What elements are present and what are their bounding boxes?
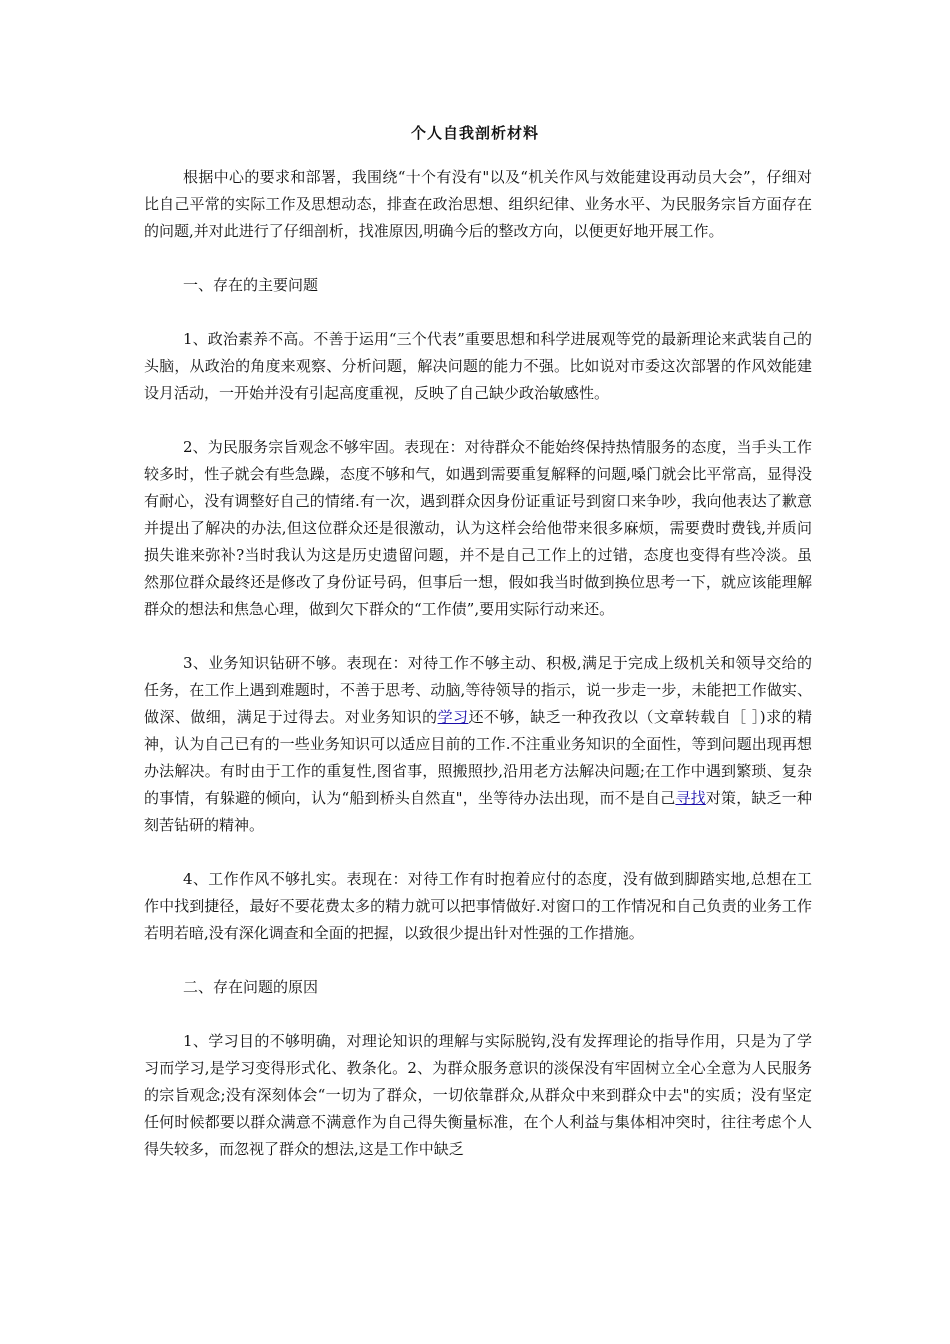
problem-3-paragraph <box>144 650 812 839</box>
problem-3-text-a: 3、业务知识钻研不够。表现在：对待工作不够主动、积极,满足于完成上级机关和领导交给的任务，在工作上遇到难题时，不善于思考、动脑,等待领导的指示，说一步走一步，未能把工作做实、做深、做细，满足于过得去。对业务知识的 <box>144 654 812 726</box>
problem-1-paragraph: 1、政治素养不高。不善于运用“三个代表”重要思想和科学进展观等党的最新理论来武装自己的头脑，从政治的角度来观察、分析问题，解决问题的能力不强。比如说对市委这次部署的作风效能建设月活动，一开始并没有引起高度重视，反映了自己缺少政治敏感性。 <box>144 330 812 402</box>
section-1-heading: 一、存在的主要问题 <box>183 276 319 294</box>
document-title: 个人自我剖析材料 <box>410 124 539 142</box>
problem-3-text-b: 还不够，缺乏一种孜孜以（文章转载自［ ］)求的精神，认为自己已有的一些业务知识可以适应目前的工作.不注重业务知识的全面性，等到问题出现再想办法解决。有时由于工作的重复性,图省事，照搬照抄,沿用老方法解决问题;在工作中遇到繁琐、复杂的事情，有躲避的倾向，认为“船到桥头自然直"，坐等待办法出现，而不是自己 <box>144 708 812 807</box>
problem-4-paragraph: 4、工作作风不够扎实。表现在：对待工作有时抱着应付的态度，没有做到脚踏实地,总想在工作中找到捷径，最好不要花费太多的精力就可以把事情做好.对窗口的工作情况和自己负责的业务工作若明若暗,没有深化调查和全面的把握，以致很少提出针对性强的工作措施。 <box>144 870 812 942</box>
intro-paragraph: 根据中心的要求和部署，我围绕“十个有没有"以及“机关作风与效能建设再动员大会”，仔细对比自己平常的实际工作及思想动态，排查在政治思想、组织纪律、业务水平、为民服务宗旨方面存在的问题,并对此进行了仔细剖析，找准原因,明确今后的整改方向，以便更好地开展工作。 <box>144 168 812 240</box>
document-body <box>144 164 812 1190</box>
problem-2-paragraph: 2、为民服务宗旨观念不够牢固。表现在：对待群众不能始终保持热情服务的态度，当手头工作较多时，性子就会有些急躁，态度不够和气，如遇到需要重复解释的问题,嗓门就会比平常高，显得没有耐心，没有调整好自己的情绪.有一次，遇到群众因身份证重证号到窗口来争吵，我向他表达了歉意并提出了解决的办法,但这位群众还是很激动，认为这样会给他带来很多麻烦，需要费时费钱,并质问损失谁来弥补?当时我认为这是历史遗留问题，并不是自己工作上的过错，态度也变得有些冷淡。虽然那位群众最终还是修改了身份证号码，但事后一想，假如我当时做到换位思考一下，就应该能理解群众的想法和焦急心理，做到欠下群众的“工作债”,要用实际行动来还。 <box>144 438 812 618</box>
problem-3-text-c: 对策，缺乏一种刻苦钻研的精神。 <box>144 789 812 834</box>
study-link[interactable]: 学习 <box>437 708 469 726</box>
section-2-heading: 二、存在问题的原因 <box>183 978 319 996</box>
cause-paragraph: 1、学习目的不够明确，对理论知识的理解与实际脱钩,没有发挥理论的指导作用，只是为了学习而学习,是学习变得形式化、教条化。2、为群众服务意识的淡保没有牢固树立全心全意为人民服务的宗旨观念;没有深刻体会“一切为了群众，一切依靠群众,从群众中来到群众中去"的实质；没有坚定任何时候都要以群众满意不满意作为自己得失衡量标准，在个人利益与集体相冲突时，往往考虑个人得失较多，而忽视了群众的想法,这是工作中缺乏 <box>144 1032 812 1158</box>
search-link[interactable]: 寻找 <box>675 789 706 807</box>
